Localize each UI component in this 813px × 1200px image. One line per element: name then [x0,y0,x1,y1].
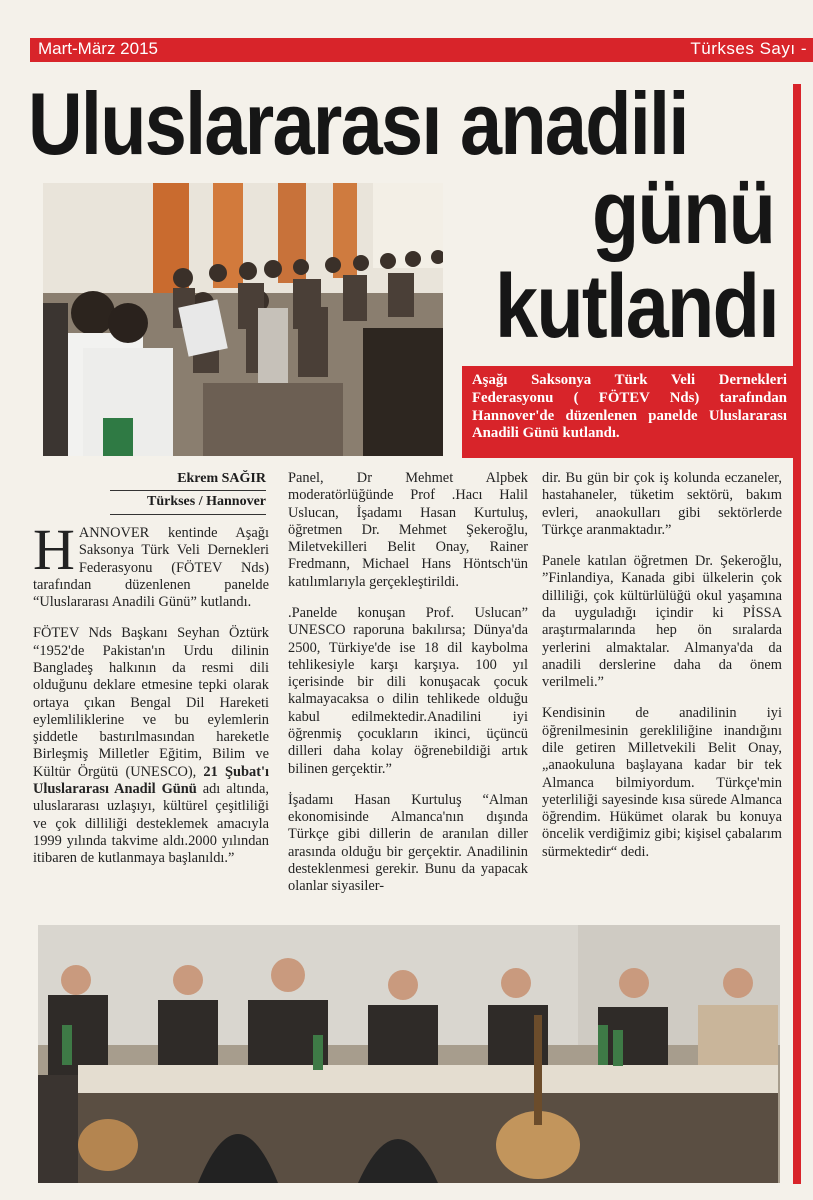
dropcap: H [33,517,75,582]
audience-photo [43,183,443,456]
headline-line-2: günü [592,163,775,263]
author-name: Ekrem SAĞIR [110,470,266,491]
panel-photo [38,925,780,1183]
headline-line-1: Uluslararası anadili [28,74,688,173]
article-paragraph-7: Panele katılan öğretmen Dr. Şekeroğlu, ”Finlandiya, Kanada gibi ülkelerin çok dilliliği, çok kültürlülüğü okul yaşamına da uyguladığı içindir ki PİSSA araştırmalarında hep ön sıralarda yerlerini almaktalar. Almanya'da da anadili derslerine daha da önem verilmeli.” [542,553,782,691]
article-column-2 [288,470,528,909]
article-paragraph-8: Kendisinin de anadilinin iyi öğrenilmesinin gerekliliğine inandığını dile getiren Milletvekili Belit Onay, „anaokuluna başlayana kadar bir tek Almanca bilmiyordum. Türkçe'min yeterliliği sayesinde kısa sürede Almanca öğrendim. Hükümet olarak bu konuya öncelik verdiğimiz gibi; kişisel çabalarım sürmektedir“ dedi. [542,705,782,860]
article-paragraph-3: Panel, Dr Mehmet Alpbek moderatörlüğünde Prof .Hacı Halil Uslucan, İşadamı Hasan Kurtuluş, öğretmen Dr. Mehmet Şekeroğlu, Miletvekilleri Belit Onay, Rainer Fredmann, Michael Hans Höntsch'ün katılımlarıyla gerçekleştirildi. [288,470,528,590]
article-paragraph-5: İşadamı Hasan Kurtuluş “Alman ekonomisinde Almanca'nın dışında Türkçe gibi dillerin de aranılan diller arasında olduğu bir gerçektir. Anadilinin desteklenmesi gerekir. Bunu da yapacak olanlar siyasiler- [288,791,528,895]
highlight-date: 21 Şubat'ı Uluslararası Anadil Günü [33,763,270,797]
article-paragraph-2: FÖTEV Nds Başkanı Seyhan Öztürk “1952'de Pakistan'ın Urdu dilinin Bangladeş halkının da resmi dili olduğunu deklare etmesine tepki olarak ortaya çıkan Bengal Dil Hareketi eylemliliklerine ve bu eylemlerin şiddetle bastırılmasından hareketle Birleşmiş Milletler Eğitim, Bilim ve Kültür Örgütü (UNESCO), 21 Şubat'ı Uluslararası Anadil Günü adı altında, uluslararası uzlaşıyı, kültürel çeşitliliği ve çok dilliliği desteklemek amacıyla 1999 yılında takvime aldı.2000 yılından itibaren de kutlanmaya başlanıldı.” [33,625,270,867]
article-paragraph-4: .Panelde konuşan Prof. Uslucan” UNESCO raporuna bakılırsa; Dünya'da 2500, Türkiye'de ise 18 dil kaybolma tehlikesiyle karşı karşıya. 100 yıl içerisinde bir dili konuşacak çocuk kalmayacaksa o dilin tehlikede olduğu kabul edilmektedir.Anadilini iyi öğrenmiş çocukların ikinci, üçüncü dilleri daha kolay öğrenebildiği artık bilinen gerçektir.” [288,604,528,777]
article-column-1 [33,517,270,881]
article-column-3 [542,470,782,875]
article-paragraph-1: HANNOVER kentinde Aşağı Saksonya Türk Veli Dernekleri Federasyonu (FÖTEV Nds) tarafından düzenlenen panelde “Uluslararası Anadili Günü” kutlandı. [33,517,269,611]
issue-date: Mart-März 2015 [38,39,158,58]
article-paragraph-6: dir. Bu gün bir çok iş kolunda eczaneler, hastahaneler, tüketim sektörü, bakım evleri, anaokulları gibi sektörlerde Türkçe aranmaktadır.” [542,470,782,538]
red-side-rule [793,84,801,1184]
byline [110,470,266,515]
headline-line-3: kutlandı [495,257,778,357]
issue-bar [30,38,813,62]
author-location: Türkses / Hannover [110,491,266,515]
publication-name: Türkses Sayı - [690,39,807,58]
lead-paragraph: Aşağı Saksonya Türk Veli Dernekleri Federasyonu ( FÖTEV Nds) tarafından Hannover'de düzenlenen panelde Uluslararası Anadili Günü kutlandı. [462,366,793,458]
